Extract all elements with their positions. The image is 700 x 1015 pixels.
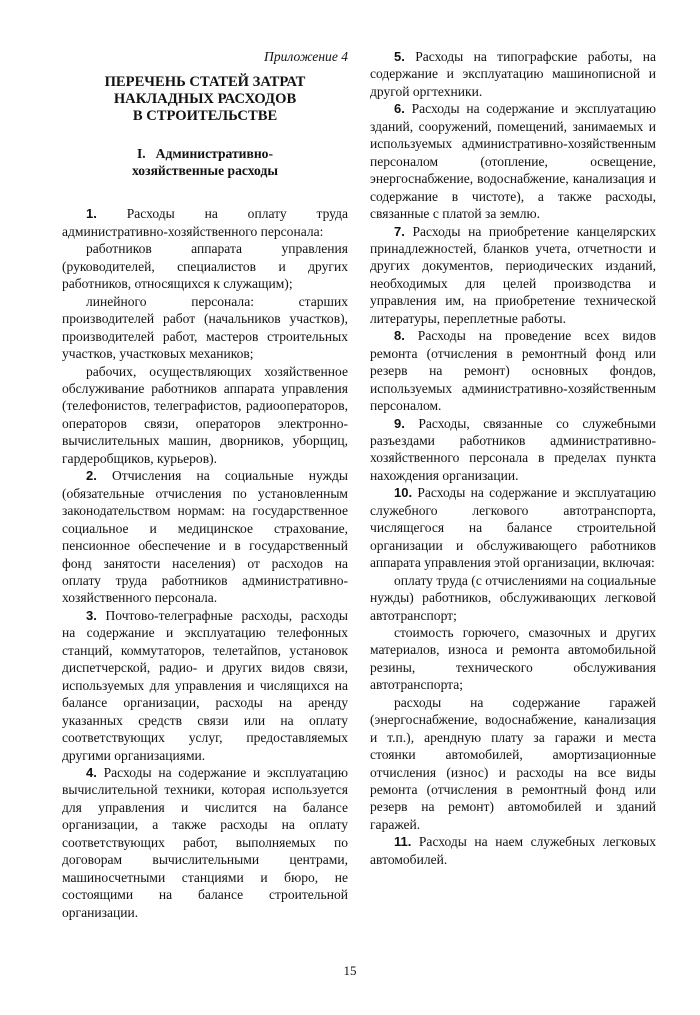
item-text: Расходы на проведение всех видов ремонта (отчисления в ремонтный фонд или резерв на ремонт) основных фондов, используемых административно-хозяйственным персоналом.	[370, 328, 656, 414]
item-text: Расходы на наем служебных легковых автомобилей.	[370, 834, 656, 867]
left-column	[62, 48, 348, 921]
item-text: Расходы на содержание и эксплуатацию вычислительной техники, которая используется для управления и числится на балансе организации, а также расходы на оплату соответствующих работ, выполняемых по договорам вычислительными центрами, машиносчетными станциями и бюро, не состоящими на балансе строительной организации.	[62, 764, 349, 920]
paragraph-item-5	[370, 48, 656, 100]
paragraph-item-8	[370, 327, 656, 414]
title-line: В СТРОИТЕЛЬСТВЕ	[132, 108, 278, 125]
paragraph-item-1-sub-2	[62, 293, 348, 363]
paragraph-item-4	[62, 764, 348, 921]
paragraph-item-10-sub-1	[370, 572, 656, 624]
paragraph-item-1	[62, 205, 348, 240]
title-line: ПЕРЕЧЕНЬ СТАТЕЙ ЗАТРАТ	[104, 74, 306, 91]
paragraph-item-11	[370, 833, 656, 868]
item-number: 6.	[394, 101, 405, 117]
item-number: 5.	[394, 49, 405, 64]
paragraph-item-10	[370, 484, 656, 571]
item-text: Расходы на содержание и эксплуатацию зданий, сооружений, помещений, занимаемых и используемых административно-хозяйственным персоналом (отопление, освещение, энергоснабжение, водоснабжение, канализация и содержание в чистоте), а также расходы, связанные с платой за землю.	[370, 101, 657, 222]
item-number: 3.	[86, 607, 97, 623]
item-number: 4.	[86, 764, 97, 780]
item-text: оплату труда (с отчислениями на социальные нужды) работников, обслуживающих легковой автотранспорт;	[370, 572, 656, 623]
item-number: 1.	[86, 206, 97, 222]
section-title	[62, 145, 348, 179]
item-number: 11.	[394, 834, 412, 850]
document-title	[62, 74, 348, 125]
item-text: Расходы на типографские работы, на содержание и эксплуатацию машинописной и другой оргтехники.	[370, 49, 656, 99]
item-text: Расходы на содержание и эксплуатацию служебного легкового автотранспорта, числящегося на балансе строительной организации и обслуживающего работников аппарата управления этой организации, включая:	[370, 485, 656, 571]
item-text: Почтово-телеграфные расходы, расходы на содержание и эксплуатацию телефонных станций, коммутаторов, телетайпов, установок диспетчерской, радио- и других видов связи, используемых для управления и числящихся на балансе организации, расходы на аренду указанных средств связи или на оплату соответствующих услуг, предоставляемых другими организациями.	[62, 607, 349, 763]
appendix-label: Приложение 4	[264, 49, 348, 64]
section-title-line: Административно-	[155, 146, 274, 162]
paragraph-item-1-sub-3	[62, 363, 348, 468]
paragraph-item-1-sub-1	[62, 240, 348, 292]
item-text: линейного персонала: старших производителей работ (начальников участков), производителей работ, мастеров строительных участков, участковых механиков;	[62, 293, 348, 362]
item-text: Расходы на приобретение канцелярских принадлежностей, бланков учета, отчетности и других документов, периодических изданий, необходимых для целей производства и управления им, на приобретение технической литературы, переплетные работы.	[370, 223, 656, 326]
page-number: 15	[343, 963, 357, 978]
item-number: 10.	[394, 485, 413, 501]
item-text: Расходы на оплату труда административно-хозяйственного персонала:	[62, 206, 349, 239]
paragraph-item-2	[62, 467, 348, 607]
item-number: 7.	[394, 223, 405, 239]
item-text: рабочих, осуществляющих хозяйственное обслуживание работников аппарата управления (телефонистов, телеграфистов, радиооператоров, операторов связи, операторов электронно-вычислительных машин, дворников, уборщиц, гардеробщиков, курьеров).	[62, 363, 348, 466]
item-number: 8.	[394, 328, 405, 344]
item-text: расходы на содержание гаражей (энергоснабжение, водоснабжение, канализация и т.п.), арендную плату за гаражи и места стоянки автомобилей, амортизационные отчисления (износ) и расходы на все виды ремонта (отчисления в ремонтный фонд или резерв на ремонт) автомобилей и зданий гаражей.	[370, 694, 656, 832]
paragraph-item-6	[370, 100, 656, 222]
item-text: Расходы, связанные со служебными разъездами работников административно-хозяйственного персонала в пределах пункта нахождения организации.	[370, 415, 657, 483]
right-column	[370, 48, 656, 868]
item-number: 9.	[394, 415, 405, 431]
paragraph-item-9	[370, 415, 656, 485]
item-text: стоимость горючего, смазочных и других материалов, износа и ремонта автомобильной резины, технического обслуживания автотранспорта;	[370, 624, 656, 693]
item-text: работников аппарата управления (руководителей, специалистов и других работников, относящихся к служащим);	[62, 241, 348, 292]
paragraph-item-3	[62, 607, 348, 764]
item-number: 2.	[86, 468, 97, 484]
section-title-line: хозяйственные расходы	[132, 163, 278, 179]
title-line: НАКЛАДНЫХ РАСХОДОВ	[113, 91, 297, 108]
section-number: I.	[136, 146, 146, 162]
paragraph-item-10-sub-2	[370, 624, 656, 694]
paragraph-item-7	[370, 223, 656, 328]
item-text: Отчисления на социальные нужды (обязательные отчисления по установленным законодательством нормам: на государственное социальное и медицинское страхование, пенсионное обеспечение и в государственный фонд занятости населения) от расходов на оплату труда работников административно-хозяйственного персонала.	[62, 468, 348, 606]
paragraph-item-10-sub-3	[370, 694, 656, 834]
